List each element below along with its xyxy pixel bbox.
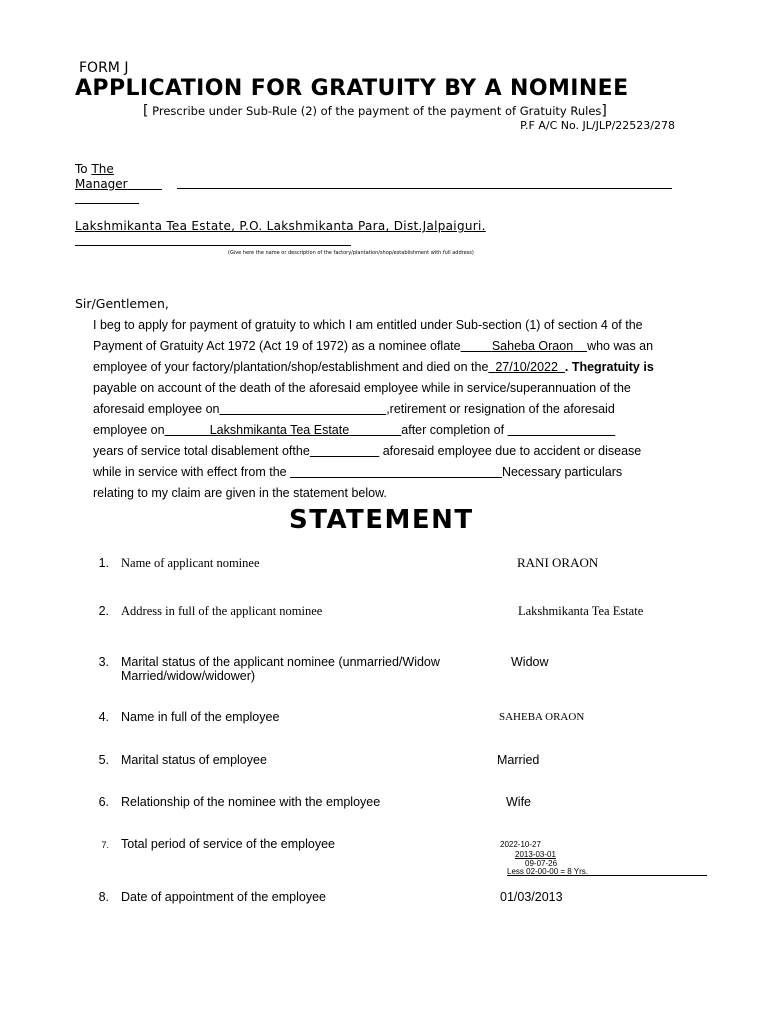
row-number: 7. [101,840,109,850]
row-label: Date of appointment of the employee [121,890,326,904]
body-line-6: employee on Lakshmikanta Tea Estate after completion of [93,423,505,437]
body-line-1: I beg to apply for payment of gratuity to which I am entitled under Sub-section (1) of section 4 of the [93,318,643,332]
the-label: The [91,162,114,176]
applicant-nominee-name: RANI ORAON [517,555,599,570]
row-number: 8. [98,890,109,904]
application-body [93,315,683,504]
body-line-5: aforesaid employee on ,retirement or resignation of the aforesaid [93,402,615,416]
pf-account-number: P.F A/C No. JL/JLP/22523/278 [520,119,675,132]
row-number: 6. [98,795,109,809]
estate-name: Lakshmikanta Tea Estate [209,423,350,437]
body-line-4: payable on account of the death of the aforesaid employee while in service/superannuation of the [93,381,631,395]
row-label: Address in full of the applicant nominee [121,604,323,618]
service-calc-line-2: 2013-03-01 [515,850,556,859]
applicant-nominee-address: Lakshmikanta Tea Estate [518,604,644,618]
death-date: 27/10/2022 [495,360,558,374]
row-label: Name of applicant nominee [121,556,260,570]
deceased-name: Saheba Oraon [491,339,574,353]
body-line-2: Payment of Gratuity Act 1972 (Act 19 of 1972) as a nominee oflate Saheba Oraon who was an [93,339,654,353]
page-title: APPLICATION FOR GRATUITY BY A NOMINEE [75,76,629,101]
row-number: 1. [98,556,109,570]
manager-label [75,177,162,191]
row-label: Name in full of the employee [121,710,280,724]
body-line-3: employee of your factory/plantation/shop/establishment and died on the 27/10/2022 . Thegratuity is [93,360,654,374]
row-number: 2. [98,604,109,618]
appointment-date: 01/03/2013 [500,890,563,904]
to-label: To [75,162,88,176]
service-calc-line-1: 2022-10-27 [500,840,541,849]
row-label: Total period of service of the employee [121,837,336,851]
row-number: 5. [98,753,109,767]
row-label: Marital status of the applicant nominee (unmarried/Widow Married/widow/widower) [121,655,440,683]
statement-heading: STATEMENT [289,505,474,535]
salutation: Sir/Gentlemen, [75,296,169,311]
manager-text: Manager [75,177,128,191]
establishment-underline [75,245,351,246]
subtitle-text: Prescribe under Sub-Rule (2) of the payment of the payment of Gratuity Rules [152,104,602,118]
body-line-9: relating to my claim are given in the statement below. [93,486,387,500]
body-line-8: while in service with effect from the Necessary particulars [93,465,623,479]
nominee-relationship: Wife [506,795,531,809]
service-calc-line-4: Less 02-00-00 = 8 Yrs. [507,867,589,876]
employee-marital-status: Married [497,753,540,767]
nominee-marital-status: Widow [511,655,549,669]
row-number: 4. [98,710,109,724]
manager-underline [177,188,672,189]
row-number: 3. [98,655,109,669]
establishment-address: Lakshmikanta Tea Estate, P.O. Lakshmikanta Para, Dist.Jalpaiguri. [75,219,486,233]
to-line [75,162,114,176]
subtitle: [ Prescribe under Sub-Rule (2) of the payment of the payment of Gratuity Rules] [143,103,607,119]
body-line-7: years of service total disablement ofthe aforesaid employee due to accident or disease [93,444,642,458]
manager-underline-2 [75,203,139,204]
row-label: Marital status of employee [121,753,267,767]
employee-name: SAHEBA ORAON [499,711,585,723]
service-period-underline [583,875,707,876]
address-instruction-note: (Give here the name or description of the factory/plantation/shop/establishment with full address) [228,250,474,256]
service-calc-line-3: 09-07-26 [525,859,558,868]
row-label: Relationship of the nominee with the employee [121,795,381,809]
form-label: FORM J [79,60,129,76]
